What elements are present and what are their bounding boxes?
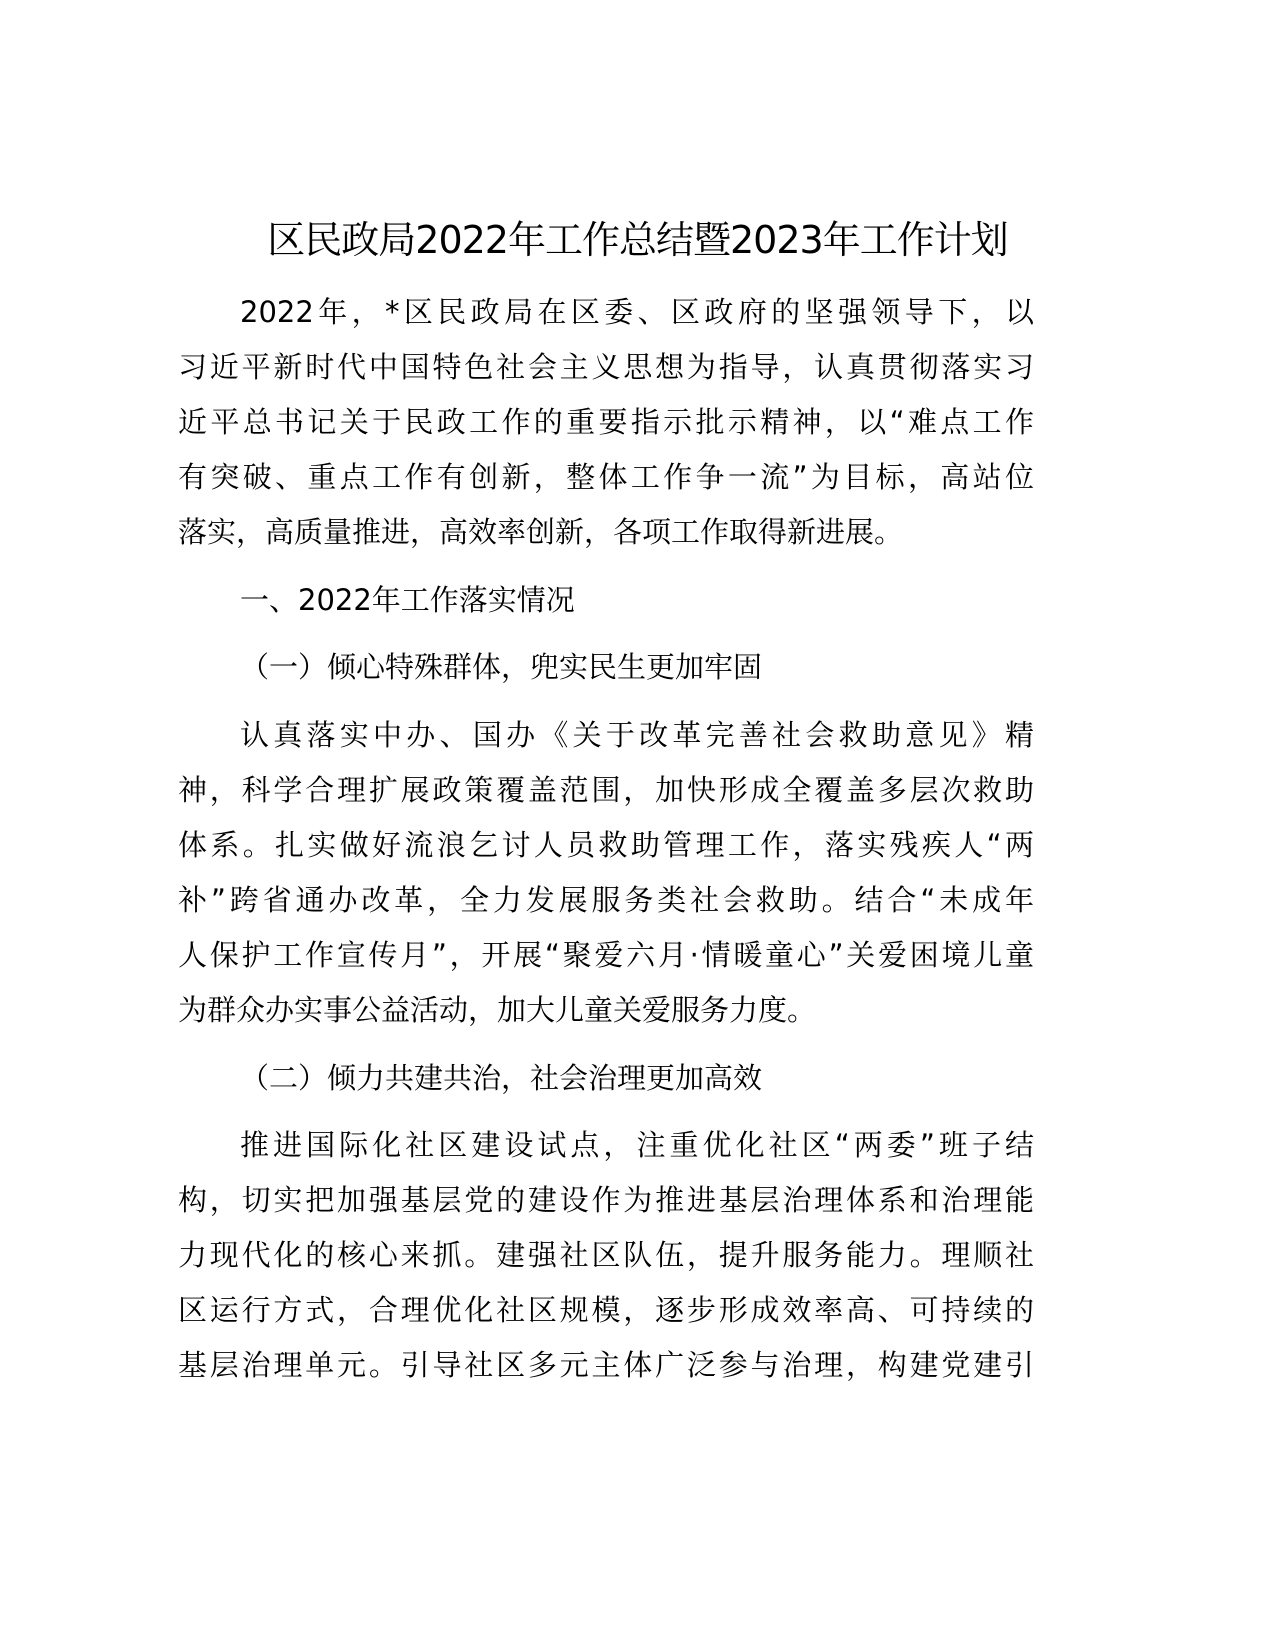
intro-line: 近平总书记关于民政工作的重要指示批示精神，以“难点工作: [178, 405, 1034, 439]
body-line: 神，科学合理扩展政策覆盖范围，加快形成全覆盖多层次救助: [178, 773, 1034, 807]
body-line: 力现代化的核心来抓。建强社区队伍，提升服务能力。理顺社: [178, 1238, 1034, 1272]
body-line: 构，切实把加强基层党的建设作为推进基层治理体系和治理能: [178, 1183, 1034, 1217]
body-line: 基层治理单元。引导社区多元主体广泛参与治理，构建党建引: [178, 1348, 1034, 1382]
body-line: 人保护工作宣传月”，开展“聚爱六月·情暖童心”关爱困境儿童: [178, 938, 1034, 972]
subsection-heading: （一）倾心特殊群体，兜实民生更加牢固: [240, 650, 763, 684]
body-line: 推进国际化社区建设试点，注重优化社区“两委”班子结: [240, 1128, 1034, 1162]
document-title: 区民政局2022年工作总结暨2023年工作计划: [267, 218, 1008, 262]
body-line: 区运行方式，合理优化社区规模，逐步形成效率高、可持续的: [178, 1293, 1034, 1327]
intro-line: 2022年，*区民政局在区委、区政府的坚强领导下，以: [240, 295, 1034, 329]
body-line: 补”跨省通办改革，全力发展服务类社会救助。结合“未成年: [178, 883, 1034, 917]
intro-line: 有突破、重点工作有创新，整体工作争一流”为目标，高站位: [178, 460, 1034, 494]
intro-line: 落实，高质量推进，高效率创新，各项工作取得新进展。: [178, 515, 904, 549]
subsection-heading: （二）倾力共建共治，社会治理更加高效: [240, 1061, 763, 1095]
body-line: 为群众办实事公益活动，加大儿童关爱服务力度。: [178, 993, 817, 1027]
section-heading: 一、2022年工作落实情况: [240, 583, 575, 617]
body-line: 体系。扎实做好流浪乞讨人员救助管理工作，落实残疾人“两: [178, 828, 1034, 862]
body-line: 认真落实中办、国办《关于改革完善社会救助意见》精: [240, 718, 1034, 752]
intro-line: 习近平新时代中国特色社会主义思想为指导，认真贯彻落实习: [178, 350, 1034, 384]
